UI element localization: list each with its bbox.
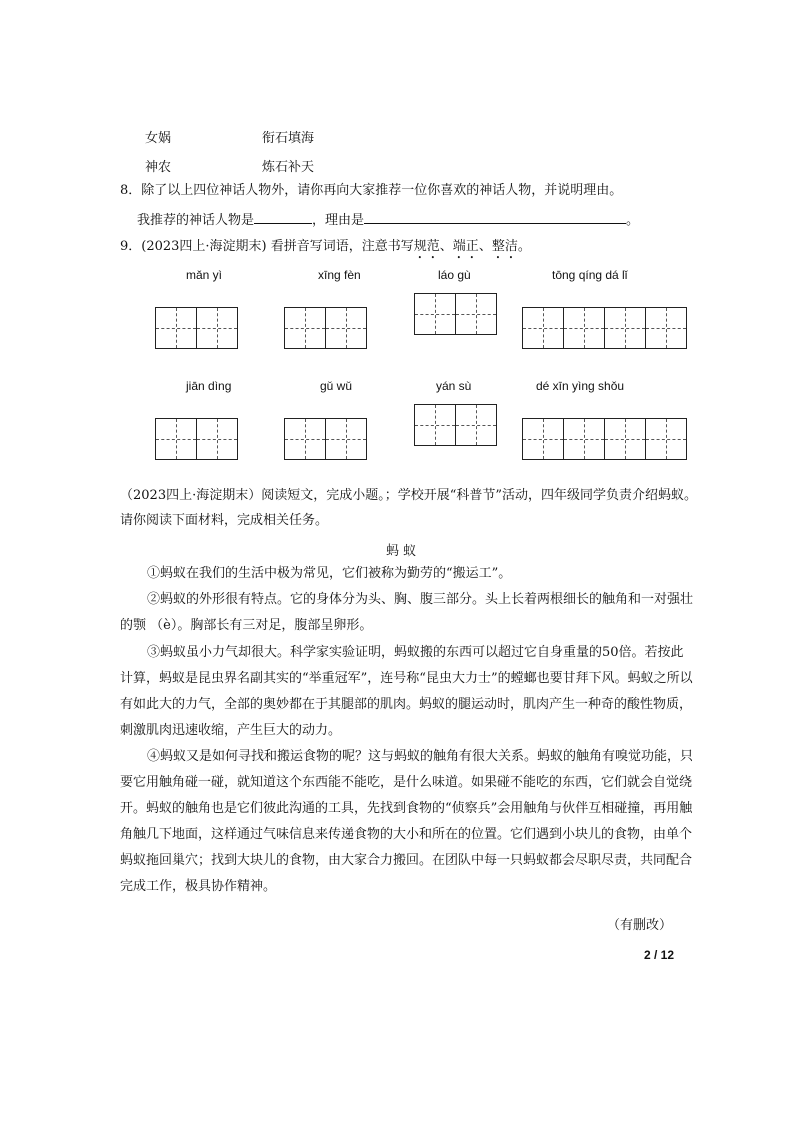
pinyin-7: yán sù <box>436 379 472 393</box>
grid-cell[interactable] <box>522 307 564 349</box>
q9-prefix: 9．(2023四上·海淀期末) 看拼音写词语，注意书写 <box>120 239 414 254</box>
paragraph-4-line-5: 蚂蚁拖回巢穴；找到大块儿的食物，由大家合力搬回。在团队中每一只蚂蚁都会尽职尽责，共同配合 <box>120 853 693 868</box>
writing-grid-6[interactable] <box>284 418 367 460</box>
paragraph-4-line-1: ④蚂蚁又是如何寻找和搬运食物的呢？这与蚂蚁的触角有很大关系。蚂蚁的触角有嗅觉功能，只 <box>147 749 694 764</box>
q9-end: 。 <box>517 239 531 254</box>
paragraph-3-line-4: 刺激肌肉迅速收缩，产生巨大的动力。 <box>120 723 342 738</box>
abridged-note: （有删改） <box>606 918 672 933</box>
paragraph-2-line-1: ②蚂蚁的外形很有特点。它的身体分为头、胸、腹三部分。头上长着两根细长的触角和一对强壮 <box>147 592 694 607</box>
paragraph-3-line-3: 有如此大的力气，全部的奥妙都在于其腿部的肌肉。蚂蚁的腿运动时，肌肉产生一种奇的酸性物质， <box>120 697 693 712</box>
match-right-1: 衔石填海 <box>262 131 315 146</box>
match-left-2: 神农 <box>145 160 172 175</box>
grid-cell[interactable] <box>604 307 646 349</box>
pinyin-3: láo gù <box>438 268 471 282</box>
q9-emphasis-1: 规范 <box>413 239 440 254</box>
writing-grid-3[interactable] <box>414 293 497 335</box>
q9-sep-1: 、 <box>439 239 453 254</box>
grid-cell[interactable] <box>325 307 367 349</box>
grid-cell[interactable] <box>455 293 497 335</box>
grid-cell[interactable] <box>284 307 326 349</box>
q9-sep-2: 、 <box>478 239 492 254</box>
pinyin-1: mǎn yì <box>186 268 223 282</box>
passage-title: 蚂 蚁 <box>386 544 417 559</box>
q9-emphasis-3: 整洁 <box>491 239 518 254</box>
q8-prompt-reason: ，理由是 <box>312 213 365 228</box>
grid-cell[interactable] <box>455 404 497 446</box>
match-left-1: 女娲 <box>145 131 172 146</box>
question-8: 8．除了以上四位神话人物外，请你再向大家推荐一位你喜欢的神话人物，并说明理由。 <box>120 183 623 198</box>
grid-cell[interactable] <box>196 307 238 349</box>
pinyin-6: gǔ wǔ <box>320 379 353 393</box>
writing-grid-2[interactable] <box>284 307 367 349</box>
grid-cell[interactable] <box>155 307 197 349</box>
pinyin-8: dé xīn yìng shǒu <box>536 379 625 393</box>
paragraph-2-line-2: 的颚 （è）。胸部长有三对足，腹部呈卵形。 <box>120 618 373 633</box>
writing-grid-7[interactable] <box>414 404 497 446</box>
writing-grid-1[interactable] <box>155 307 238 349</box>
paragraph-4-line-3: 开。蚂蚁的触角也是它们彼此沟通的工具，先找到食物的“侦察兵”会用触角与伙伴互相碰撞，再用触 <box>120 801 693 816</box>
pinyin-4: tōng qíng dá lǐ <box>552 268 628 282</box>
grid-cell[interactable] <box>522 418 564 460</box>
reason-blank[interactable] <box>364 211 626 224</box>
q8-end: 。 <box>626 213 640 228</box>
reading-intro-2: 请你阅读下面材料，完成相关任务。 <box>120 513 329 528</box>
paragraph-1: ①蚂蚁在我们的生活中极为常见，它们被称为勤劳的“搬运工”。 <box>147 566 512 581</box>
question-9 <box>120 238 531 262</box>
paragraph-4-line-2: 要它用触角碰一碰，就知道这个东西能不能吃，是什么味道。如果碰不能吃的东西，它们就会自觉绕 <box>120 775 693 790</box>
writing-grid-8[interactable] <box>522 418 687 460</box>
grid-cell[interactable] <box>604 418 646 460</box>
q9-emphasis-2: 端正 <box>452 239 479 254</box>
writing-grid-5[interactable] <box>155 418 238 460</box>
grid-cell[interactable] <box>645 307 687 349</box>
grid-cell[interactable] <box>414 404 456 446</box>
writing-grid-4[interactable] <box>522 307 687 349</box>
paragraph-4-line-4: 角触几下地面，这样通过气味信息来传递食物的大小和所在的位置。它们遇到小块儿的食物，由单个 <box>120 827 693 842</box>
paragraph-3-line-2: 计算，蚂蚁是昆虫界名副其实的“举重冠军”，连号称“昆虫大力士”的螳螂也要甘拜下风。蚂蚁之所以 <box>120 671 693 686</box>
reading-intro-1: （2023四上·海淀期末）阅读短文，完成小题。；学校开展“科普节”活动，四年级同学负责介绍蚂蚁。 <box>120 488 698 503</box>
pinyin-5: jiān dìng <box>186 379 232 393</box>
grid-cell[interactable] <box>155 418 197 460</box>
pinyin-2: xīng fèn <box>318 268 361 282</box>
grid-cell[interactable] <box>325 418 367 460</box>
paragraph-3-line-1: ③蚂蚁虽小力气却很大。科学家实验证明，蚂蚁搬的东西可以超过它自身重量的50倍。若按此 <box>147 645 684 660</box>
person-blank[interactable] <box>254 211 312 224</box>
match-right-2: 炼石补天 <box>262 160 315 175</box>
grid-cell[interactable] <box>284 418 326 460</box>
q8-prompt-person: 我推荐的神话人物是 <box>137 213 255 228</box>
grid-cell[interactable] <box>563 307 605 349</box>
grid-cell[interactable] <box>414 293 456 335</box>
question-8-answer-line <box>137 211 639 230</box>
grid-cell[interactable] <box>645 418 687 460</box>
grid-cell[interactable] <box>196 418 238 460</box>
grid-cell[interactable] <box>563 418 605 460</box>
paragraph-4-line-6: 完成工作，极具协作精神。 <box>120 879 277 894</box>
page-number: 2 / 12 <box>643 948 674 962</box>
